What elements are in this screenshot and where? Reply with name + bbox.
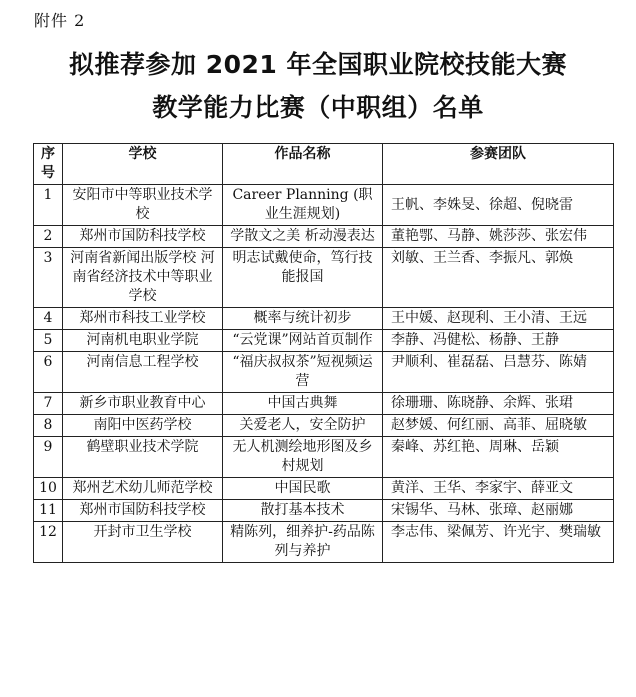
row-no: 6 [34, 352, 63, 393]
table-row [34, 352, 614, 393]
table-row [34, 478, 614, 500]
row-work: 关爱老人，安全防护 [223, 415, 383, 437]
row-no: 7 [34, 393, 63, 415]
row-school: 南阳中医药学校 [63, 415, 223, 437]
row-team: 尹顺利、崔磊磊、吕慧芬、陈婧 [383, 352, 614, 393]
row-team: 徐珊珊、陈晓静、余辉、张珺 [383, 393, 614, 415]
row-school: 河南省新闻出版学校 河南省经济技术中等职业学校 [63, 248, 223, 308]
row-work: 中国民歌 [223, 478, 383, 500]
document-title-line-2: 教学能力比赛（中职组）名单 [152, 93, 484, 122]
row-no: 12 [34, 522, 63, 563]
row-work: 明志试戴使命，笃行技能报国 [223, 248, 383, 308]
table-row [34, 330, 614, 352]
table-header-row [34, 144, 614, 185]
table-row [34, 437, 614, 478]
table-row [34, 308, 614, 330]
header-no: 序号 [34, 144, 63, 185]
table-row [34, 185, 614, 226]
row-team: 王中媛、赵现利、王小清、王远 [383, 308, 614, 330]
row-school: 新乡市职业教育中心 [63, 393, 223, 415]
row-work: 中国古典舞 [223, 393, 383, 415]
row-school: 鹤壁职业技术学院 [63, 437, 223, 478]
row-no: 1 [34, 185, 63, 226]
row-no: 8 [34, 415, 63, 437]
row-team: 王帆、李姝旻、徐超、倪晓雷 [383, 185, 614, 226]
row-school: 安阳市中等职业技术学校 [63, 185, 223, 226]
row-no: 3 [34, 248, 63, 308]
row-work: Career Planning (职业生涯规划) [223, 185, 383, 226]
row-school: 河南机电职业学院 [63, 330, 223, 352]
row-team: 刘敏、王兰香、李振凡、郭焕 [383, 248, 614, 308]
row-work: 学散文之美 析动漫表达 [223, 226, 383, 248]
document-title-line-1: 拟推荐参加 2021 年全国职业院校技能大赛 [69, 50, 567, 79]
nomination-table [33, 143, 614, 563]
table-row [34, 500, 614, 522]
table-row [34, 415, 614, 437]
row-team: 秦峰、苏红艳、周琳、岳颖 [383, 437, 614, 478]
row-team: 李静、冯健松、杨静、王静 [383, 330, 614, 352]
row-school: 开封市卫生学校 [63, 522, 223, 563]
row-school: 郑州市国防科技学校 [63, 226, 223, 248]
row-school: 河南信息工程学校 [63, 352, 223, 393]
table-row [34, 248, 614, 308]
row-no: 11 [34, 500, 63, 522]
row-work: “福庆叔叔茶”短视频运营 [223, 352, 383, 393]
row-team: 李志伟、梁佩芳、许光宇、樊瑞敏 [383, 522, 614, 563]
attachment-label: 附件 2 [34, 11, 86, 30]
table-row [34, 393, 614, 415]
row-team: 赵梦媛、何红丽、高菲、屈晓敏 [383, 415, 614, 437]
row-work: 精陈列，细养护-药品陈列与养护 [223, 522, 383, 563]
row-school: 郑州艺术幼儿师范学校 [63, 478, 223, 500]
row-work: 散打基本技术 [223, 500, 383, 522]
table-row [34, 226, 614, 248]
row-no: 10 [34, 478, 63, 500]
row-school: 郑州市科技工业学校 [63, 308, 223, 330]
row-no: 5 [34, 330, 63, 352]
header-team: 参赛团队 [383, 144, 614, 185]
row-school: 郑州市国防科技学校 [63, 500, 223, 522]
row-no: 9 [34, 437, 63, 478]
row-no: 2 [34, 226, 63, 248]
header-school: 学校 [63, 144, 223, 185]
row-no: 4 [34, 308, 63, 330]
table-row [34, 522, 614, 563]
row-team: 宋锡华、马林、张璋、赵丽娜 [383, 500, 614, 522]
row-work: 无人机测绘地形图及乡村规划 [223, 437, 383, 478]
row-team: 董艳鄂、马静、姚莎莎、张宏伟 [383, 226, 614, 248]
row-work: “云党课”网站首页制作 [223, 330, 383, 352]
header-work: 作品名称 [223, 144, 383, 185]
row-team: 黄洋、王华、李家宇、薛亚文 [383, 478, 614, 500]
row-work: 概率与统计初步 [223, 308, 383, 330]
